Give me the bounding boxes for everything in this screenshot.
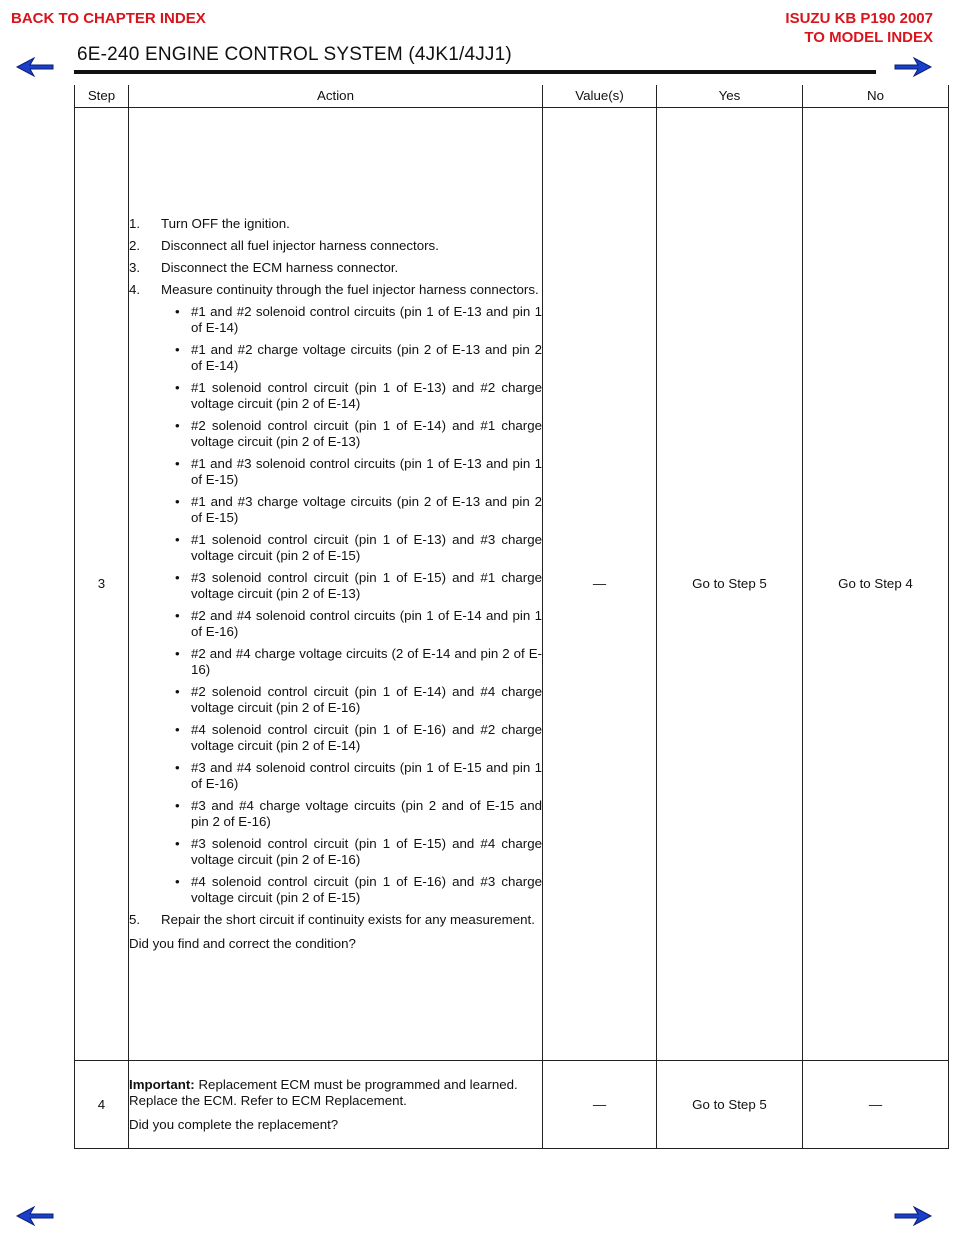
next-page-arrow-icon[interactable] [894, 1205, 932, 1227]
action-item: 4. Measure continuity through the fuel injector harness connectors. [129, 282, 539, 297]
step-question: Did you complete the replacement? [129, 1116, 339, 1132]
no-cell: — [803, 1061, 949, 1149]
bullet-item: • #1 and #3 solenoid control circuits (pin 1 of E-13 and pin 1 of E-15) [175, 456, 542, 487]
column-header-yes: Yes [657, 85, 803, 108]
bullet-item: • #3 and #4 solenoid control circuits (pin 1 of E-15 and pin 1 of E-16) [175, 760, 542, 791]
bullet-item: • #3 and #4 charge voltage circuits (pin 2 and of E-15 and pin 2 of E-16) [175, 798, 542, 829]
bullet-item: • #4 solenoid control circuit (pin 1 of E-16) and #2 charge voltage circuit (pin 2 of E-14) [175, 722, 542, 753]
previous-page-arrow-icon[interactable] [16, 56, 54, 78]
bullet-item: • #4 solenoid control circuit (pin 1 of E-16) and #3 charge voltage circuit (pin 2 of E-15) [175, 874, 542, 905]
column-header-values: Value(s) [543, 85, 657, 108]
bullet-item: • #1 solenoid control circuit (pin 1 of E-13) and #2 charge voltage circuit (pin 2 of E-14) [175, 380, 542, 411]
bullet-item: • #1 and #2 solenoid control circuits (pin 1 of E-13 and pin 1 of E-14) [175, 304, 542, 335]
model-title-link[interactable]: ISUZU KB P190 2007 [785, 10, 933, 27]
no-cell: Go to Step 4 [803, 108, 949, 1061]
table-row-step-3 [75, 108, 949, 1061]
title-divider [74, 70, 876, 74]
bullet-item: • #1 and #3 charge voltage circuits (pin 2 of E-13 and pin 2 of E-15) [175, 494, 542, 525]
diagnostic-table [74, 85, 949, 1149]
action-item: 3. Disconnect the ECM harness connector. [129, 260, 399, 275]
bullet-item: • #1 and #2 charge voltage circuits (pin 2 of E-13 and pin 2 of E-14) [175, 342, 542, 373]
bullet-item: • #2 and #4 solenoid control circuits (pin 1 of E-14 and pin 1 of E-16) [175, 608, 542, 639]
action-item: 2. Disconnect all fuel injector harness connectors. [129, 238, 439, 253]
page-title: 6E-240 ENGINE CONTROL SYSTEM (4JK1/4JJ1) [77, 44, 512, 65]
bullet-item: • #2 solenoid control circuit (pin 1 of E-14) and #4 charge voltage circuit (pin 2 of E-16) [175, 684, 542, 715]
back-to-chapter-index-link[interactable]: BACK TO CHAPTER INDEX [11, 10, 206, 27]
column-header-step: Step [75, 85, 129, 108]
bullet-item: • #3 solenoid control circuit (pin 1 of E-15) and #1 charge voltage circuit (pin 2 of E-13) [175, 570, 542, 601]
to-model-index-link[interactable]: TO MODEL INDEX [804, 29, 933, 46]
table-row-step-4 [75, 1061, 949, 1149]
step-number: 3 [75, 108, 129, 1061]
step-number: 4 [75, 1061, 129, 1149]
table-header-row [75, 85, 949, 108]
bullet-item: • #3 solenoid control circuit (pin 1 of E-15) and #4 charge voltage circuit (pin 2 of E-16) [175, 836, 542, 867]
bullet-item: • #1 solenoid control circuit (pin 1 of E-13) and #3 charge voltage circuit (pin 2 of E-15) [175, 532, 542, 563]
important-note: Important: Replacement ECM must be programmed and learned. [129, 1076, 518, 1092]
yes-cell: Go to Step 5 [657, 1061, 803, 1149]
value-cell: — [543, 1061, 657, 1149]
action-cell [129, 1061, 543, 1149]
step-question: Did you find and correct the condition? [129, 936, 356, 951]
bullet-item: • #2 solenoid control circuit (pin 1 of E-14) and #1 charge voltage circuit (pin 2 of E-13) [175, 418, 542, 449]
yes-cell: Go to Step 5 [657, 108, 803, 1061]
action-item: 5. Repair the short circuit if continuity exists for any measurement. [129, 912, 535, 927]
previous-page-arrow-icon[interactable] [16, 1205, 54, 1227]
column-header-no: No [803, 85, 949, 108]
action-item: 1. Turn OFF the ignition. [129, 216, 290, 231]
next-page-arrow-icon[interactable] [894, 56, 932, 78]
column-header-action: Action [129, 85, 543, 108]
bullet-item: • #2 and #4 charge voltage circuits (2 of E-14 and pin 2 of E-16) [175, 646, 542, 677]
step-instruction: Replace the ECM. Refer to ECM Replacement. [129, 1092, 407, 1108]
value-cell: — [543, 108, 657, 1061]
action-cell [129, 108, 543, 1061]
